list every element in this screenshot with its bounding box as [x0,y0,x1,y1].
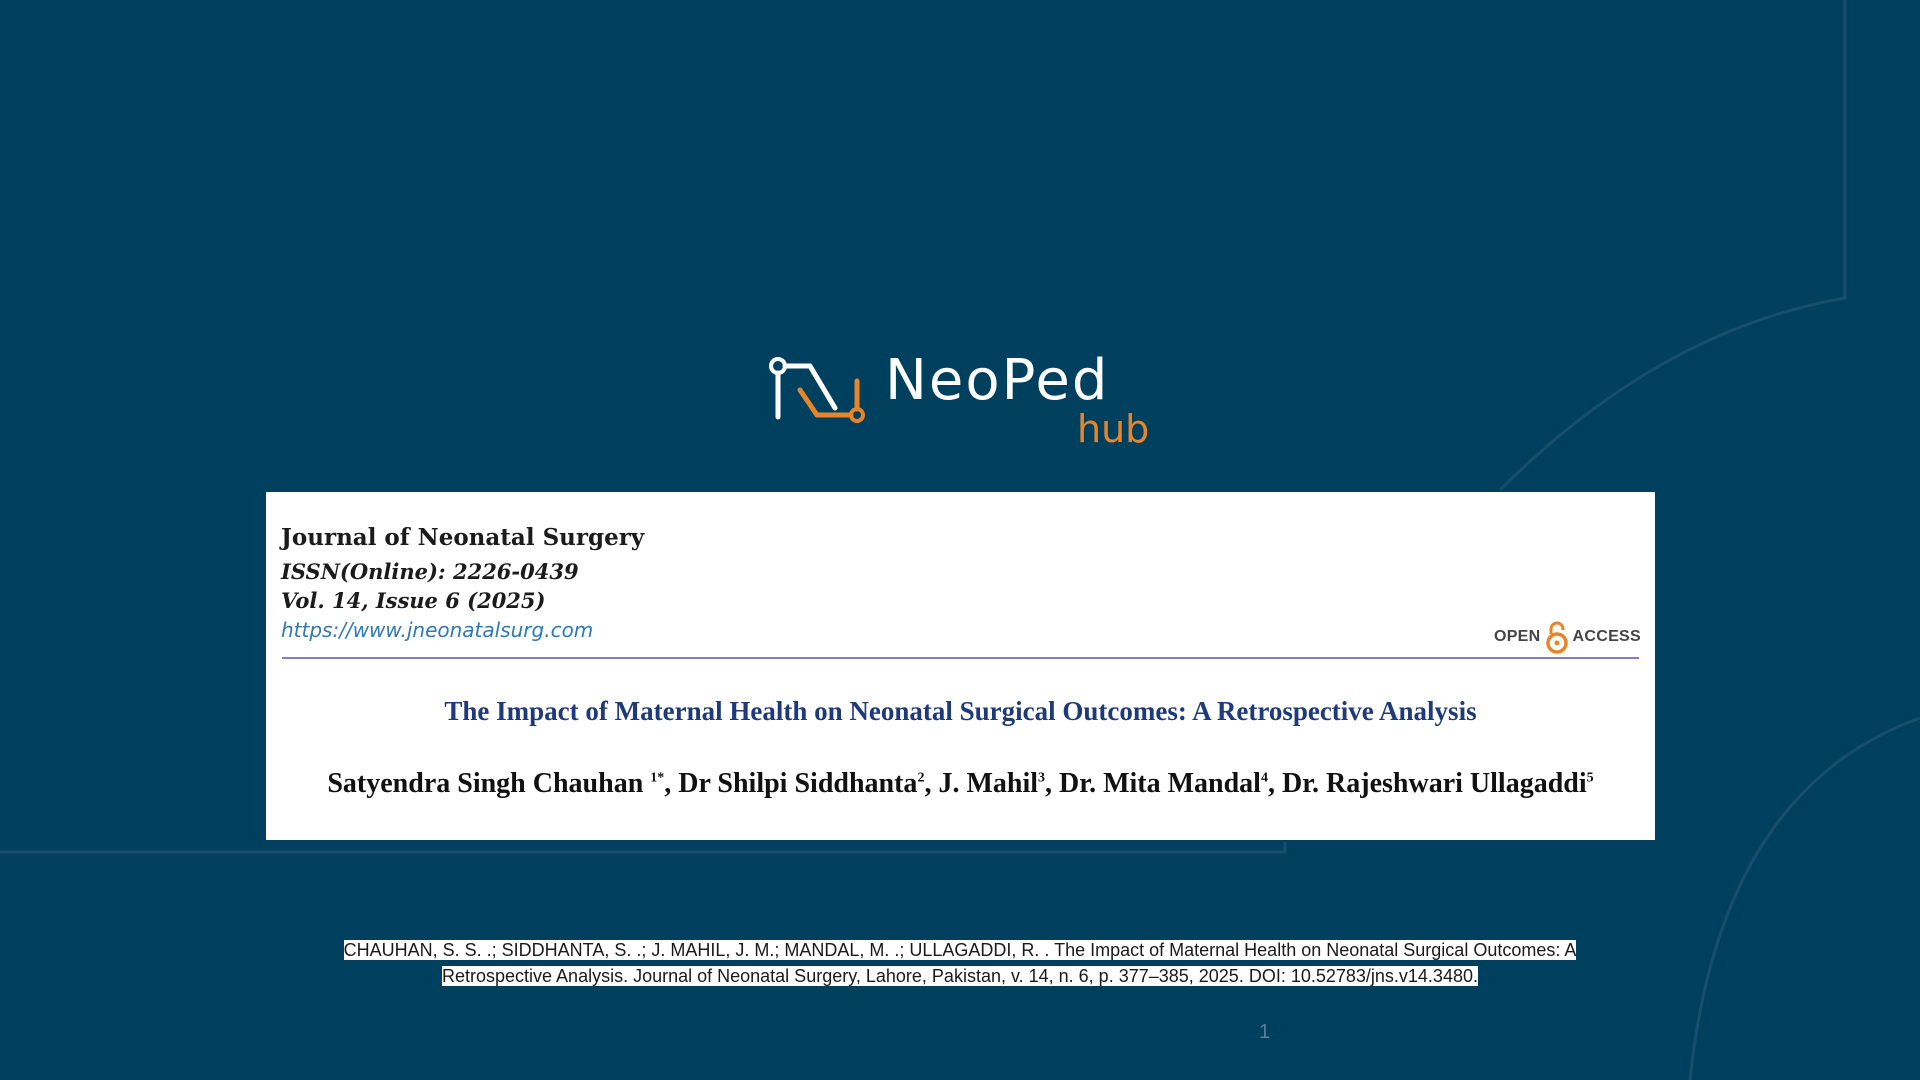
author-4 [1059,768,1282,799]
article-title: The Impact of Maternal Health on Neonatal Surgical Outcomes: A Retrospective Analysis [444,696,1477,726]
author-5 [1282,768,1594,799]
journal-header-card [266,492,1655,840]
author-name: Dr. Rajeshwari Ullagaddi [1281,768,1587,799]
author-1 [327,768,678,799]
author-name: J. Mahil [938,768,1038,799]
author-separator: , [664,768,679,799]
author-affiliation: 3 [1038,770,1045,786]
journal-issn: ISSN(Online): 2226-0439 [281,559,579,584]
header-divider [282,657,1639,659]
author-affiliation: 1* [650,770,665,786]
author-affiliation: 5 [1586,770,1594,786]
logo-wordmark: NeoPed [885,348,1110,413]
neoped-hub-logo [765,348,1165,465]
open-access-label-open: OPEN [1493,628,1541,645]
author-3 [938,768,1059,799]
page-number: 1 [1259,1021,1271,1043]
open-access-label-access: ACCESS [1572,628,1641,645]
open-access-badge [1494,620,1641,654]
author-affiliation: 2 [917,770,925,786]
citation-block [330,937,1590,989]
logo-subtitle: hub [1077,407,1150,451]
open-lock-icon [1544,620,1570,654]
author-name: Dr Shilpi Siddhanta [678,768,918,799]
author-separator: , [1267,768,1282,799]
author-2 [678,768,938,799]
author-separator: , [924,768,939,799]
citation-text: CHAUHAN, S. S. .; SIDDHANTA, S. .; J. MAHIL, J. M.; MANDAL, M. .; ULLAGADDI, R. . The Impact of Maternal Health on Neonatal Surgical Outcomes: A Retrospective Analysis. Journal of Neonatal Surgery, Lahore, Pakistan, v. 14, n. 6, p. 377–385, 2025. DOI: 10.52783/jns.v14.3480. [343,940,1577,986]
journal-volume: Vol. 14, Issue 6 (2025) [281,588,546,613]
author-list [306,766,1615,802]
author-name: Dr. Mita Mandal [1059,768,1261,799]
journal-name: Journal of Neonatal Surgery [281,524,645,551]
author-name: Satyendra Singh Chauhan [327,768,651,799]
author-separator: , [1045,768,1059,799]
logo-mark-icon [765,355,875,435]
journal-url-link[interactable]: https://www.jneonatalsurg.com [281,618,594,642]
author-affiliation: 4 [1260,770,1268,786]
